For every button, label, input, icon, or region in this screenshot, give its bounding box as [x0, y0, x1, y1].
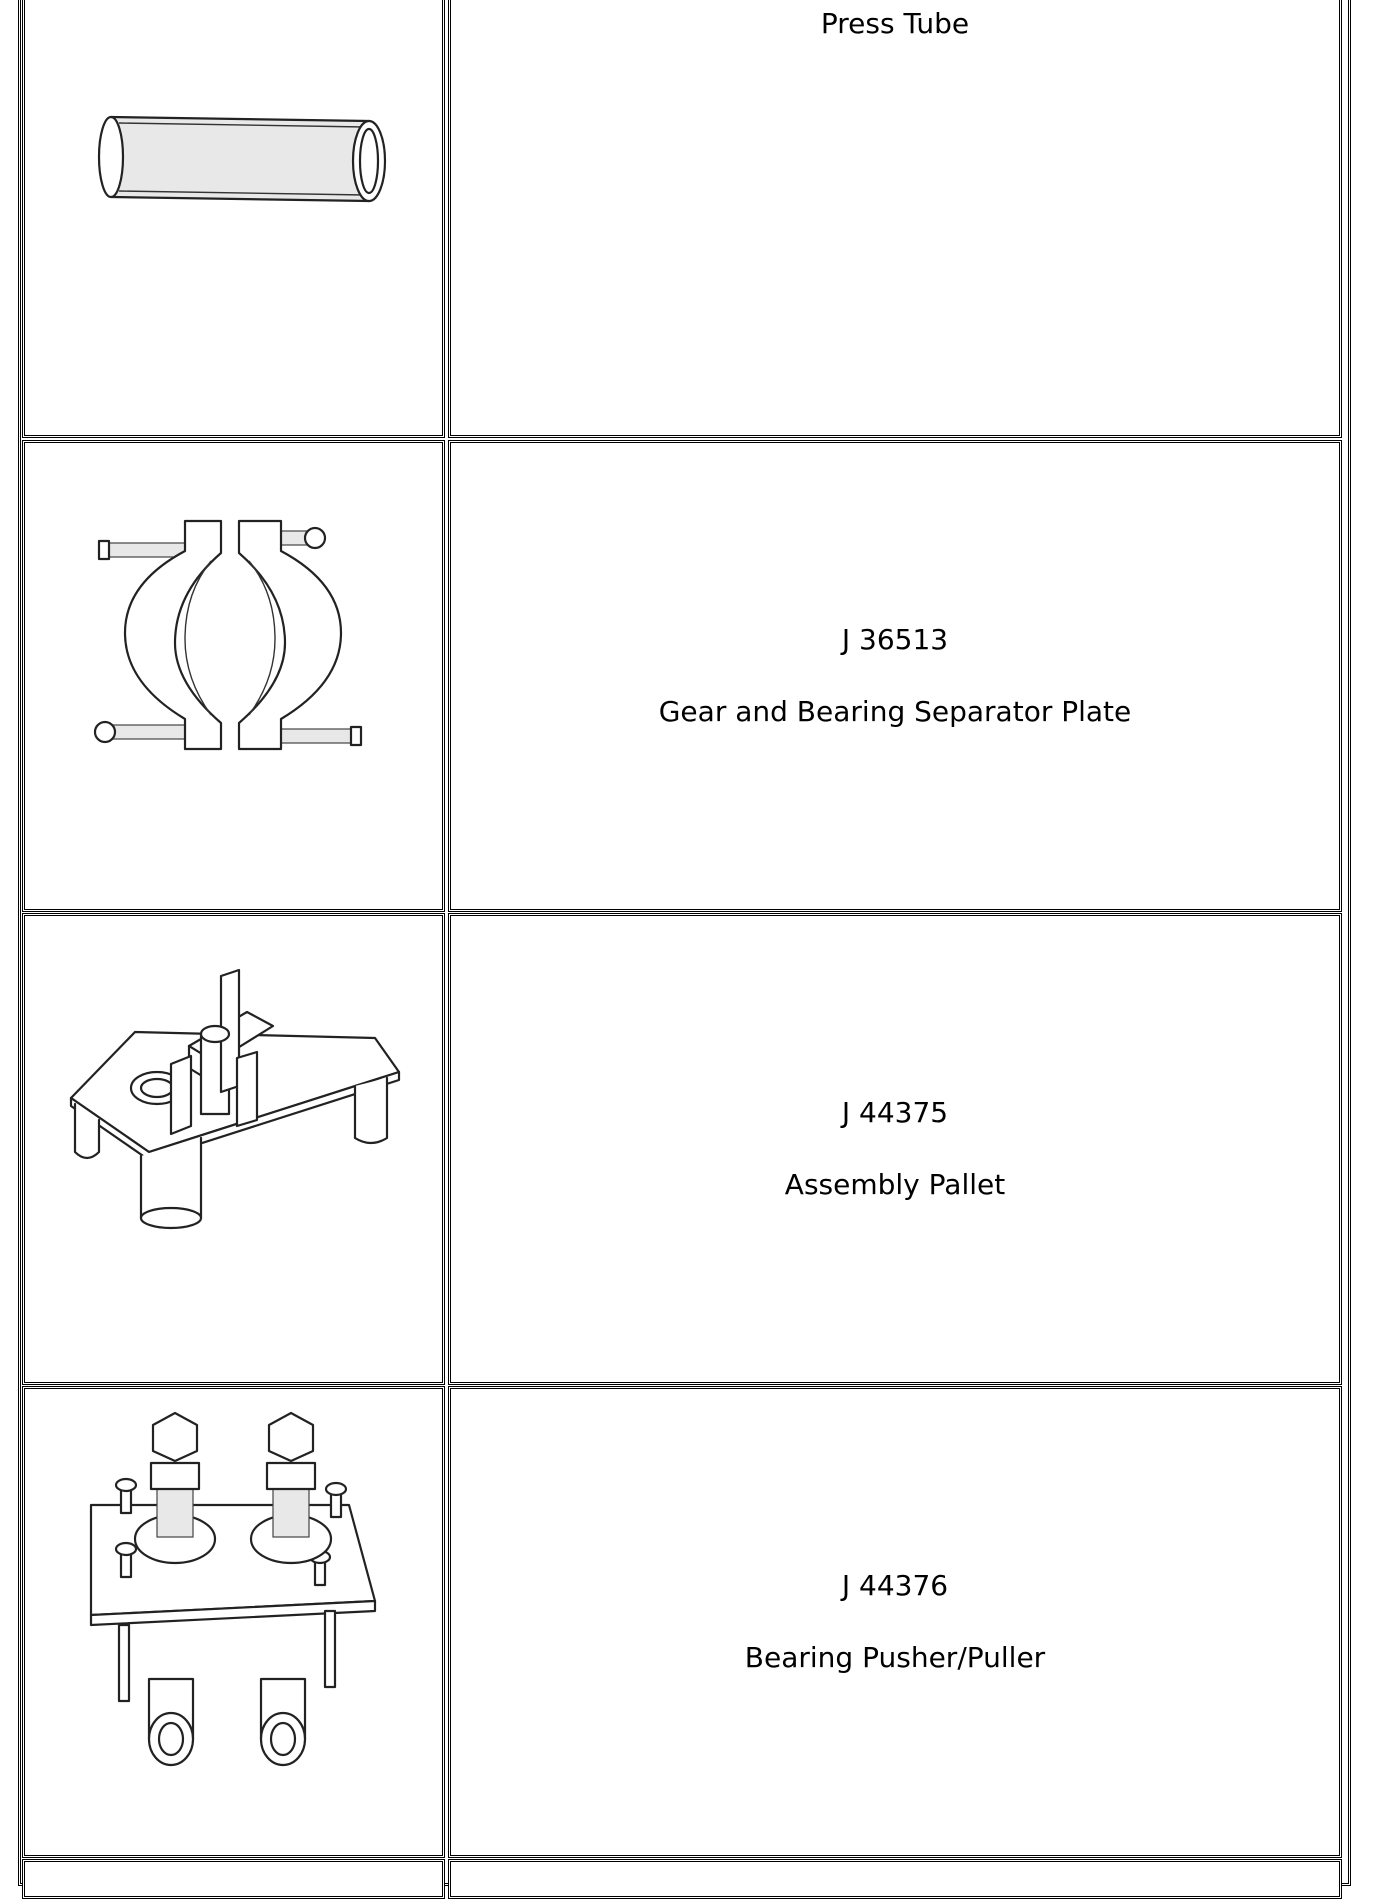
tool-name: Bearing Pusher/Puller	[744, 1641, 1046, 1674]
tool-number: J 36513	[841, 623, 949, 656]
tool-image-cell	[22, 1859, 445, 1899]
tool-image-cell	[22, 440, 445, 912]
tool-name: Gear and Bearing Separator Plate	[658, 695, 1132, 728]
tool-number: J 44376	[841, 1569, 949, 1602]
tool-number: J 44375	[841, 1096, 949, 1129]
tool-description-cell	[448, 440, 1342, 912]
tool-description-cell	[448, 1386, 1342, 1858]
tool-image-cell	[22, 0, 445, 438]
tool-description-cell	[448, 0, 1342, 438]
separator-plate-icon	[25, 443, 442, 909]
tool-description-cell	[448, 913, 1342, 1385]
tool-image-cell	[22, 913, 445, 1385]
assembly-pallet-icon	[25, 916, 442, 1382]
tool-name: Press Tube	[820, 7, 970, 40]
bearing-pusher-puller-icon	[25, 1389, 442, 1855]
tool-description-cell	[448, 1859, 1342, 1899]
tool-image-cell	[22, 1386, 445, 1858]
tool-name: Assembly Pallet	[784, 1168, 1006, 1201]
press-tube-icon	[25, 0, 442, 435]
